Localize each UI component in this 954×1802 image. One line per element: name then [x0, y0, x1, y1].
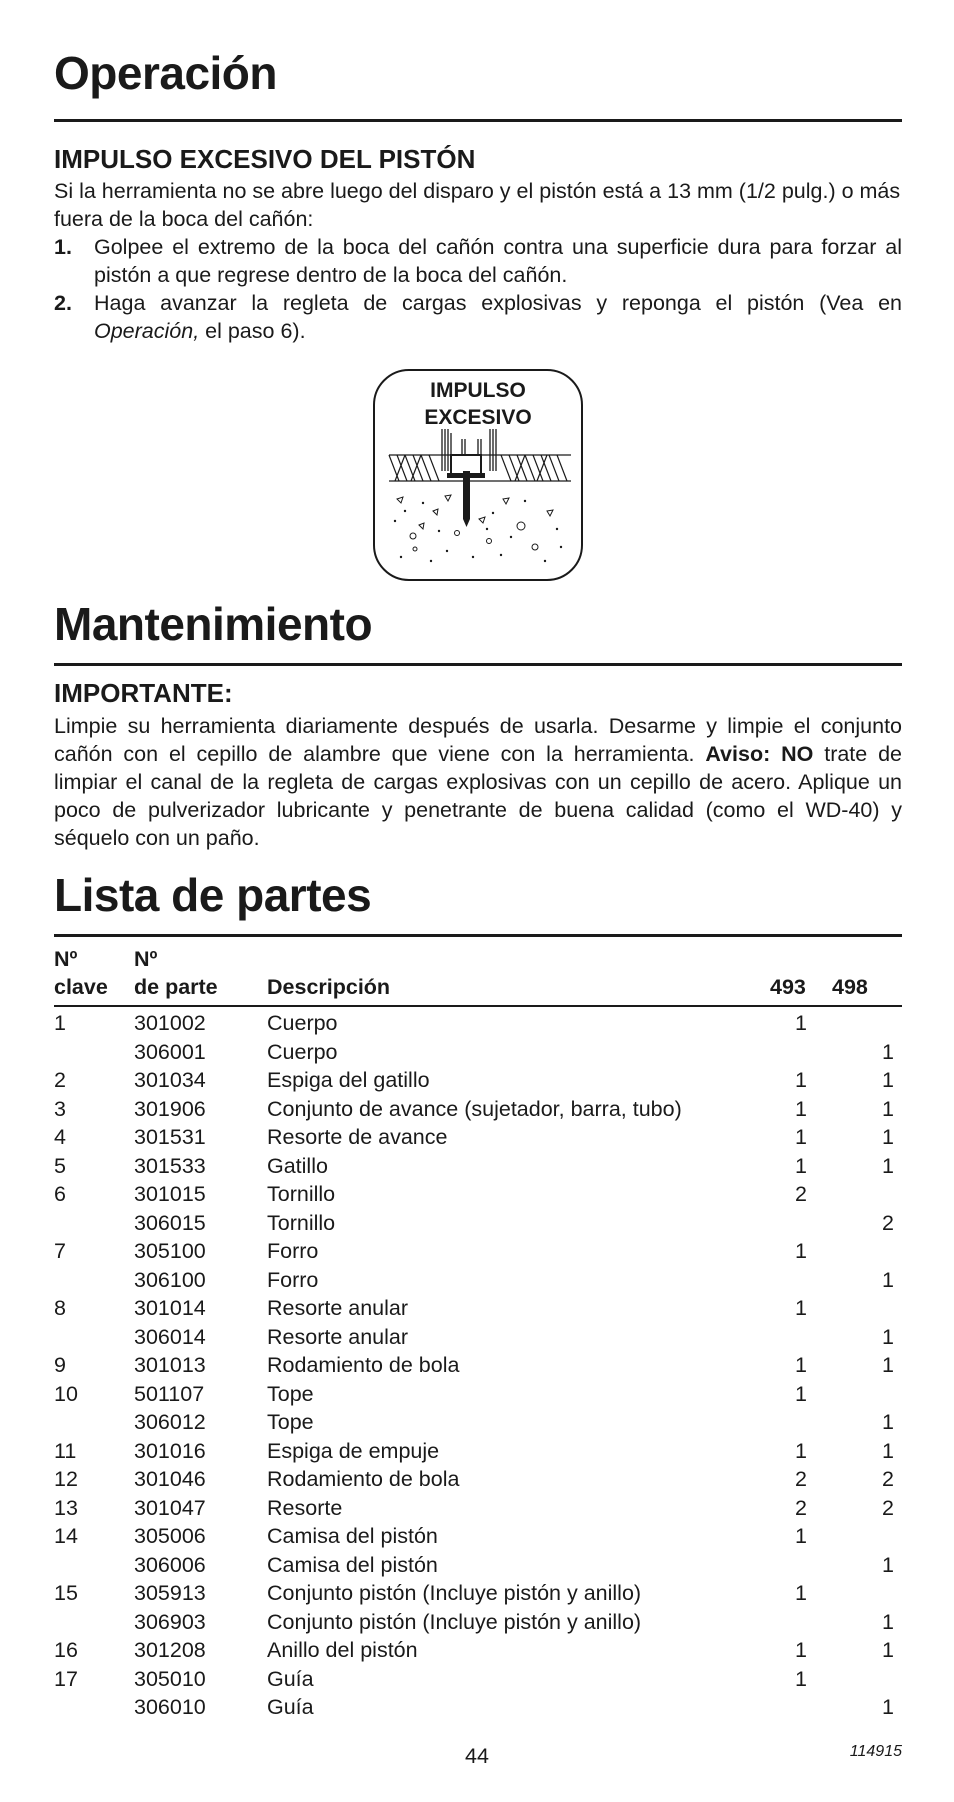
- figure-label: [375, 377, 581, 431]
- table-row: [54, 1636, 902, 1665]
- cell-qty-493: 1: [795, 1381, 807, 1406]
- step-item: [54, 233, 902, 289]
- cell-key: [54, 1551, 134, 1580]
- header-part-line2: de parte: [134, 975, 218, 1000]
- cell-part-number: 301013: [134, 1353, 206, 1378]
- section-divider: [54, 119, 902, 122]
- maintenance-text: trate de limpiar el canal de la regleta de cargas explosivas con un cepillo de acero. Aplique un poco de pulverizador lubricante y penetrante de buena calidad (como el WD-40) y séquelo con un paño.: [54, 741, 903, 850]
- cell-description: Tope: [267, 1381, 314, 1406]
- cell-qty-498: 1: [882, 1153, 894, 1178]
- table-row: [54, 1579, 902, 1608]
- cell-key: [54, 1209, 134, 1238]
- document-number: 114915: [849, 1743, 902, 1760]
- cell-qty-493: 1: [795, 1666, 807, 1691]
- table-row: [54, 1465, 902, 1494]
- cell-key: 13: [54, 1495, 78, 1520]
- section-divider: [54, 663, 902, 666]
- cell-part-number: 301047: [134, 1495, 206, 1520]
- cell-qty-498: [832, 1665, 902, 1694]
- cell-description: Conjunto de avance (sujetador, barra, tubo): [267, 1096, 682, 1121]
- cell-qty-498: 1: [882, 1324, 894, 1349]
- table-row: [54, 1006, 902, 1038]
- cell-qty-493: 1: [795, 1524, 807, 1549]
- cell-description: Guía: [267, 1695, 314, 1720]
- cell-part-number: 306015: [134, 1210, 206, 1235]
- step-text: Golpee el extremo de la boca del cañón contra una superficie dura para forzar al pistón a que regrese dentro de la boca del cañón.: [94, 234, 902, 287]
- figure-container: [54, 369, 902, 581]
- cell-qty-498: 1: [882, 1125, 894, 1150]
- parts-table: [54, 945, 902, 1722]
- cell-description: Resorte de avance: [267, 1125, 448, 1150]
- cell-qty-498: 1: [882, 1068, 894, 1093]
- header-part-line1: Nº: [134, 947, 158, 972]
- cell-qty-498: [832, 1237, 902, 1266]
- step-item: [54, 289, 902, 345]
- cell-description: Camisa del pistón: [267, 1524, 438, 1549]
- cell-qty-493: [770, 1693, 832, 1722]
- cell-key: 15: [54, 1581, 78, 1606]
- cell-key: [54, 1266, 134, 1295]
- table-row: [54, 1066, 902, 1095]
- cell-part-number: 305913: [134, 1581, 206, 1606]
- cell-description: Cuerpo: [267, 1039, 338, 1064]
- maintenance-text: Limpie su herramienta diariamente después de usarla. Desarme y limpie el conjunto cañón con el cepillo de alambre que viene con la herramienta.: [54, 713, 902, 766]
- cell-description: Espiga de empuje: [267, 1438, 440, 1463]
- table-row: [54, 1608, 902, 1637]
- cell-key: 12: [54, 1467, 78, 1492]
- cell-key: 3: [54, 1096, 66, 1121]
- page-content: [54, 40, 902, 1722]
- cell-qty-498: 1: [882, 1410, 894, 1435]
- cell-qty-493: [770, 1266, 832, 1295]
- cell-description: Camisa del pistón: [267, 1552, 438, 1577]
- cell-key: 17: [54, 1666, 78, 1691]
- cell-qty-498: [832, 1180, 902, 1209]
- cell-qty-493: 2: [795, 1182, 807, 1207]
- cell-qty-498: 2: [882, 1210, 894, 1235]
- header-key-line2: clave: [54, 975, 108, 1000]
- header-qty-493: 493: [770, 975, 806, 1000]
- cell-part-number: 306006: [134, 1552, 206, 1577]
- cell-qty-493: [770, 1408, 832, 1437]
- table-row: [54, 1693, 902, 1722]
- cell-part-number: 301014: [134, 1296, 206, 1321]
- cell-qty-493: 1: [795, 1068, 807, 1093]
- header-description: Descripción: [267, 975, 391, 1000]
- header-qty-498: 498: [832, 975, 868, 1000]
- page-number: 44: [465, 1744, 489, 1768]
- cell-description: Guía: [267, 1666, 314, 1691]
- impulso-excesivo-figure: [373, 369, 583, 581]
- cell-part-number: 301046: [134, 1467, 206, 1492]
- cell-part-number: 305006: [134, 1524, 206, 1549]
- section-divider: [54, 934, 902, 937]
- cell-part-number: 306010: [134, 1695, 206, 1720]
- table-row: [54, 1380, 902, 1409]
- step-number: 1.: [54, 234, 72, 259]
- cell-qty-493: [770, 1209, 832, 1238]
- cell-qty-498: [832, 1522, 902, 1551]
- cell-qty-493: [770, 1551, 832, 1580]
- table-row: [54, 1038, 902, 1067]
- cell-qty-498: 1: [882, 1438, 894, 1463]
- table-row: [54, 1180, 902, 1209]
- table-row: [54, 1494, 902, 1523]
- cell-description: Forro: [267, 1239, 319, 1264]
- cell-description: Conjunto pistón (Incluye pistón y anillo): [267, 1581, 642, 1606]
- step-text-italic: Operación,: [94, 318, 200, 343]
- table-row: [54, 1294, 902, 1323]
- cell-qty-498: 1: [882, 1039, 894, 1064]
- cell-description: Rodamiento de bola: [267, 1467, 460, 1492]
- intro-paragraph: Si la herramienta no se abre luego del disparo y el pistón está a 13 mm (1/2 pulg.) o más fuera de la boca del cañón:: [54, 178, 901, 231]
- cell-key: 8: [54, 1296, 66, 1321]
- cell-part-number: 306012: [134, 1410, 206, 1435]
- cell-description: Resorte: [267, 1495, 343, 1520]
- cell-part-number: 306001: [134, 1039, 206, 1064]
- header-key: [54, 945, 134, 1006]
- cell-qty-498: 1: [882, 1096, 894, 1121]
- cell-description: Espiga del gatillo: [267, 1068, 430, 1093]
- figure-label-line1: IMPULSO: [430, 378, 526, 402]
- cell-qty-493: 1: [795, 1011, 807, 1036]
- header-key-line1: Nº: [54, 947, 78, 972]
- section-title-mantenimiento: Mantenimiento: [54, 597, 373, 650]
- cell-qty-493: 1: [795, 1125, 807, 1150]
- cell-key: 1: [54, 1011, 66, 1036]
- subheading-impulso-excesivo: IMPULSO EXCESIVO DEL PISTÓN: [54, 143, 476, 174]
- cell-qty-498: 1: [882, 1638, 894, 1663]
- table-row: [54, 1266, 902, 1295]
- cell-part-number: 301002: [134, 1011, 206, 1036]
- cell-description: Forro: [267, 1267, 319, 1292]
- cell-description: Tope: [267, 1410, 314, 1435]
- table-row: [54, 1095, 902, 1124]
- cell-part-number: 306903: [134, 1609, 206, 1634]
- cell-qty-493: [770, 1323, 832, 1352]
- cell-qty-493: 2: [795, 1467, 807, 1492]
- cell-qty-493: 1: [795, 1353, 807, 1378]
- cell-qty-498: 1: [882, 1353, 894, 1378]
- cell-part-number: 301906: [134, 1096, 206, 1121]
- cell-key: [54, 1693, 134, 1722]
- figure-label-line2: EXCESIVO: [424, 405, 532, 429]
- cell-key: 16: [54, 1638, 78, 1663]
- cell-qty-498: 1: [882, 1267, 894, 1292]
- cell-qty-493: 1: [795, 1438, 807, 1463]
- cell-key: 5: [54, 1153, 66, 1178]
- cell-qty-498: [832, 1294, 902, 1323]
- cell-key: [54, 1408, 134, 1437]
- cell-qty-493: 2: [795, 1495, 807, 1520]
- table-row: [54, 1522, 902, 1551]
- cell-description: Cuerpo: [267, 1011, 338, 1036]
- cell-key: [54, 1038, 134, 1067]
- cell-description: Anillo del pistón: [267, 1638, 418, 1663]
- cell-part-number: 301533: [134, 1153, 206, 1178]
- steps-list: [54, 233, 902, 345]
- cell-key: 9: [54, 1353, 66, 1378]
- maintenance-paragraph: [54, 712, 902, 852]
- step-text-part: Haga avanzar la regleta de cargas explosivas y reponga el pistón (Vea en: [94, 290, 902, 315]
- cell-key: 4: [54, 1125, 66, 1150]
- cell-key: 7: [54, 1239, 66, 1264]
- table-row: [54, 1408, 902, 1437]
- cell-description: Conjunto pistón (Incluye pistón y anillo): [267, 1609, 642, 1634]
- cell-key: 14: [54, 1524, 78, 1549]
- cell-qty-498: 1: [882, 1609, 894, 1634]
- table-row: [54, 1551, 902, 1580]
- step-number: 2.: [54, 290, 72, 315]
- cell-key: 10: [54, 1381, 78, 1406]
- cell-description: Tornillo: [267, 1210, 336, 1235]
- section-title-operacion: Operación: [54, 47, 278, 99]
- cell-qty-498: [832, 1006, 902, 1038]
- cell-key: 11: [54, 1438, 77, 1463]
- cell-description: Resorte anular: [267, 1296, 409, 1321]
- cell-part-number: 305100: [134, 1239, 206, 1264]
- cell-key: 6: [54, 1182, 66, 1207]
- cell-part-number: 301034: [134, 1068, 206, 1093]
- cell-part-number: 501107: [134, 1381, 205, 1406]
- cell-description: Rodamiento de bola: [267, 1353, 460, 1378]
- cell-qty-498: 2: [882, 1495, 894, 1520]
- warning-text: Aviso: NO: [705, 741, 814, 766]
- cell-key: [54, 1323, 134, 1352]
- parts-table-header: [54, 945, 902, 1006]
- cell-qty-493: [770, 1038, 832, 1067]
- cell-qty-493: [770, 1608, 832, 1637]
- table-row: [54, 1123, 902, 1152]
- cell-qty-498: [832, 1380, 902, 1409]
- cell-qty-493: 1: [795, 1638, 807, 1663]
- cell-part-number: 306100: [134, 1267, 206, 1292]
- table-row: [54, 1665, 902, 1694]
- cell-qty-498: 1: [882, 1552, 894, 1577]
- table-row: [54, 1323, 902, 1352]
- table-row: [54, 1152, 902, 1181]
- cell-part-number: 306014: [134, 1324, 206, 1349]
- table-row: [54, 1237, 902, 1266]
- cell-part-number: 305010: [134, 1666, 206, 1691]
- cell-part-number: 301016: [134, 1438, 206, 1463]
- cell-part-number: 301531: [134, 1125, 206, 1150]
- cell-qty-493: 1: [795, 1581, 807, 1606]
- parts-table-body: [54, 1006, 902, 1722]
- cell-key: [54, 1608, 134, 1637]
- section-title-lista-de-partes: Lista de partes: [54, 868, 372, 921]
- cell-description: Tornillo: [267, 1182, 336, 1207]
- cell-part-number: 301015: [134, 1182, 206, 1207]
- cell-qty-493: 1: [795, 1239, 807, 1264]
- step-text-part: el paso 6).: [199, 318, 306, 343]
- header-part-number: [134, 945, 267, 1006]
- table-row: [54, 1351, 902, 1380]
- cell-qty-498: 1: [882, 1695, 894, 1720]
- cell-key: 2: [54, 1068, 66, 1093]
- cell-part-number: 301208: [134, 1638, 206, 1663]
- table-row: [54, 1437, 902, 1466]
- cell-qty-498: 2: [882, 1467, 894, 1492]
- cell-qty-493: 1: [795, 1096, 807, 1121]
- step-text: [94, 289, 902, 345]
- cell-qty-493: 1: [795, 1153, 807, 1178]
- table-row: [54, 1209, 902, 1238]
- subheading-importante: IMPORTANTE:: [54, 678, 233, 709]
- cell-description: Gatillo: [267, 1153, 328, 1178]
- cell-qty-498: [832, 1579, 902, 1608]
- cell-qty-493: 1: [795, 1296, 807, 1321]
- cell-description: Resorte anular: [267, 1324, 409, 1349]
